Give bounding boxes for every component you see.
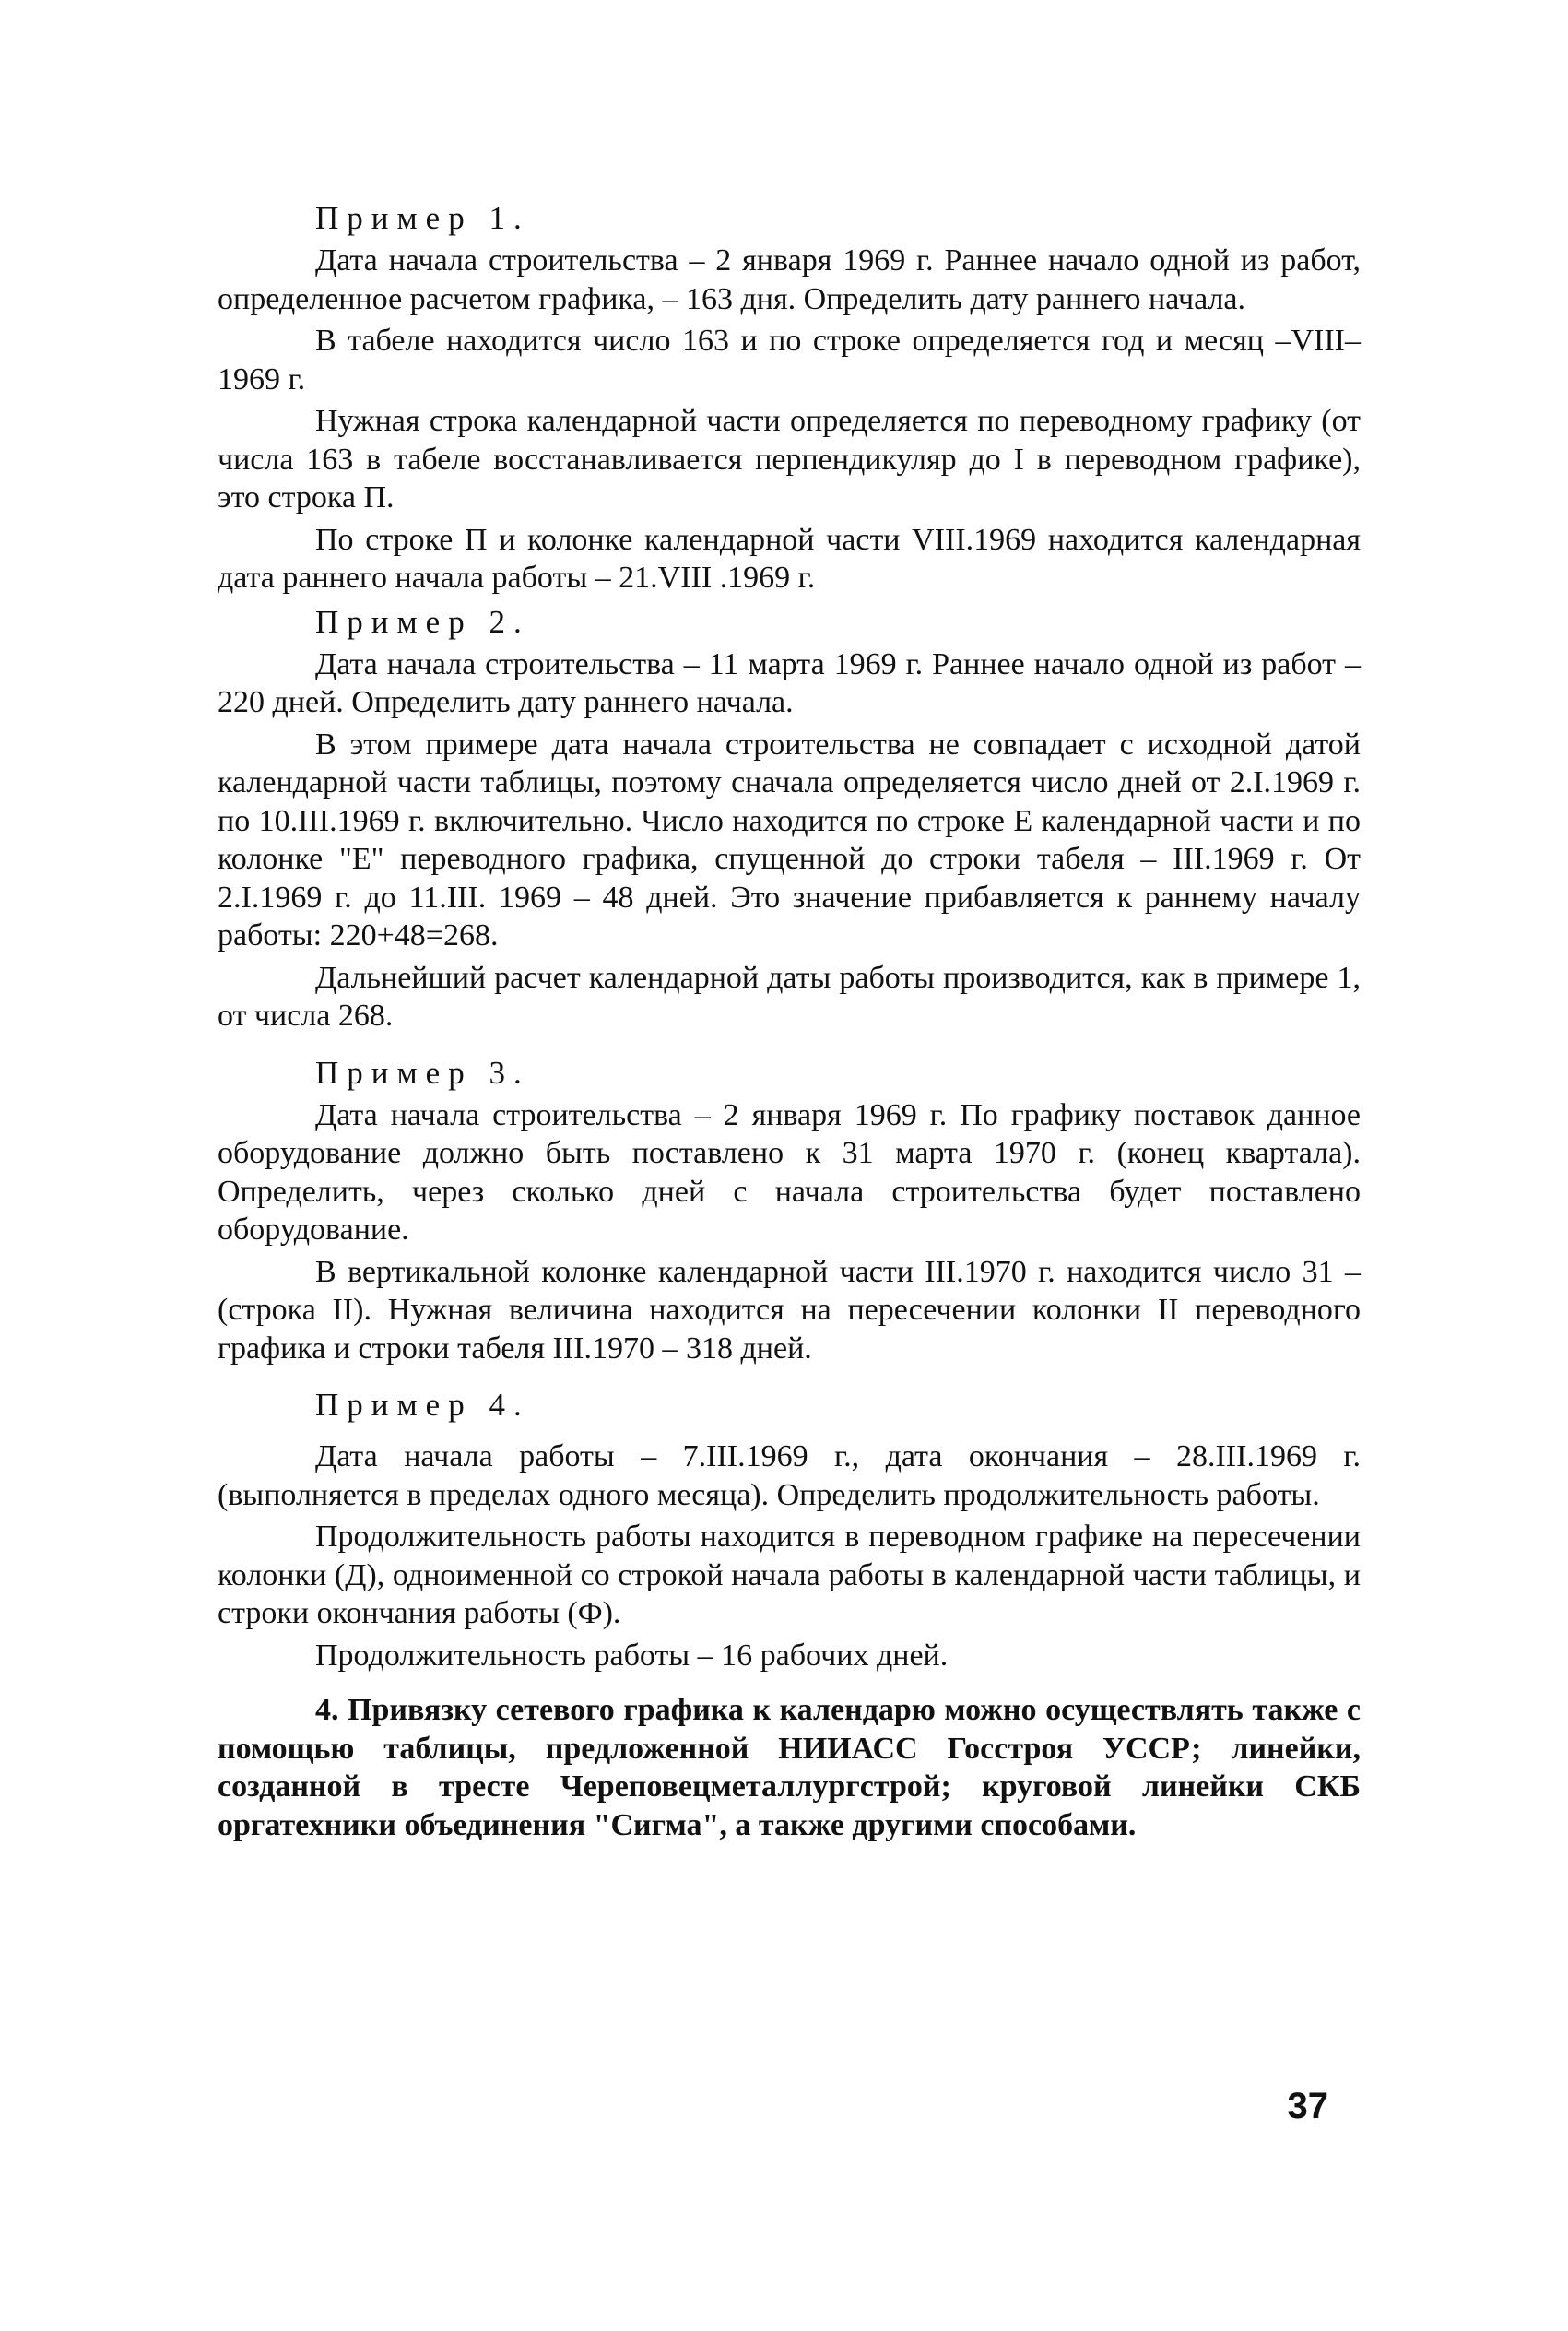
example-2-paragraph-3: Дальнейший расчет календарной даты работы производится, как в примере 1, от числа 268. bbox=[218, 960, 1361, 1033]
example-4-paragraph-3: Продолжительность работы – 16 рабочих дней. bbox=[315, 1638, 949, 1673]
example-3-paragraph-1: Дата начала строительства – 2 января 1969 г. По графику поставок данное оборудование должно быть поставлено к 31 марта 1970 г. (конец квартала). Определить, через сколько дней с начала строительства будет поставлено оборудование. bbox=[218, 1097, 1361, 1247]
example-3-paragraph-2: В вертикальной колонке календарной части III.1970 г. находится число 31 – (строка II). Нужная величина находится на пересечении колонки II переводного графика и строки табеля III.1970 – 318 дней. bbox=[218, 1254, 1361, 1366]
example-4-paragraph-1: Дата начала работы – 7.III.1969 г., дата окончания – 28.III.1969 г. (выполняется в пределах одного месяца). Определить продолжительность работы. bbox=[218, 1439, 1361, 1512]
example-3-heading: Пример 3. bbox=[315, 1054, 530, 1091]
example-2-heading: Пример 2. bbox=[315, 603, 530, 640]
section-4-paragraph: 4. Привязку сетевого графика к календарю можно осуществлять также с помощью таблицы, предложенной НИИАСС Госстроя УССР; линейки, созданной в тресте Череповецметаллургстрой; круговой линейки СКБ оргатехники объединения "Сигма", а также другими способами. bbox=[218, 1693, 1361, 1842]
example-2-paragraph-1: Дата начала строительства – 11 марта 1969 г. Раннее начало одной из работ – 220 дней. Определить дату раннего начала. bbox=[218, 646, 1361, 719]
example-1-heading: Пример 1. bbox=[315, 200, 530, 236]
page-number: 37 bbox=[1287, 2086, 1328, 2126]
example-1-paragraph-1: Дата начала строительства – 2 января 1969 г. Раннее начало одной из работ, определенное расчетом графика, – 163 дня. Определить дату раннего начала. bbox=[218, 243, 1361, 316]
example-1-paragraph-4: По строке П и колонке календарной части VIII.1969 находится календарная дата раннего начала работы – 21.VIII .1969 г. bbox=[218, 522, 1361, 595]
example-1-paragraph-2: В табеле находится число 163 и по строке определяется год и месяц –VIII–1969 г. bbox=[218, 324, 1361, 396]
example-2-paragraph-2: В этом примере дата начала строительства не совпадает с исходной датой календарной части таблицы, поэтому сначала определяется число дней от 2.I.1969 г. по 10.III.1969 г. включительно. Число находится по строке Е календарной части и по колонке "Е" переводного графика, спущенной до строки табеля – III.1969 г. От 2.I.1969 г. до 11.III. 1969 – 48 дней. Это значение прибавляется к раннему началу работы: 220+48=268. bbox=[218, 727, 1361, 953]
example-4-heading: Пример 4. bbox=[315, 1387, 530, 1423]
example-1-paragraph-3: Нужная строка календарной части определяется по переводному графику (от числа 163 в табеле восстанавливается перпендикуляр до I в переводном графике), это строка П. bbox=[218, 404, 1361, 515]
body-text bbox=[218, 197, 1361, 1848]
example-4-paragraph-2: Продолжительность работы находится в переводном графике на пересечении колонки (Д), одноименной со строкой начала работы в календарной части таблицы, и строки окончания работы (Ф). bbox=[218, 1520, 1361, 1630]
